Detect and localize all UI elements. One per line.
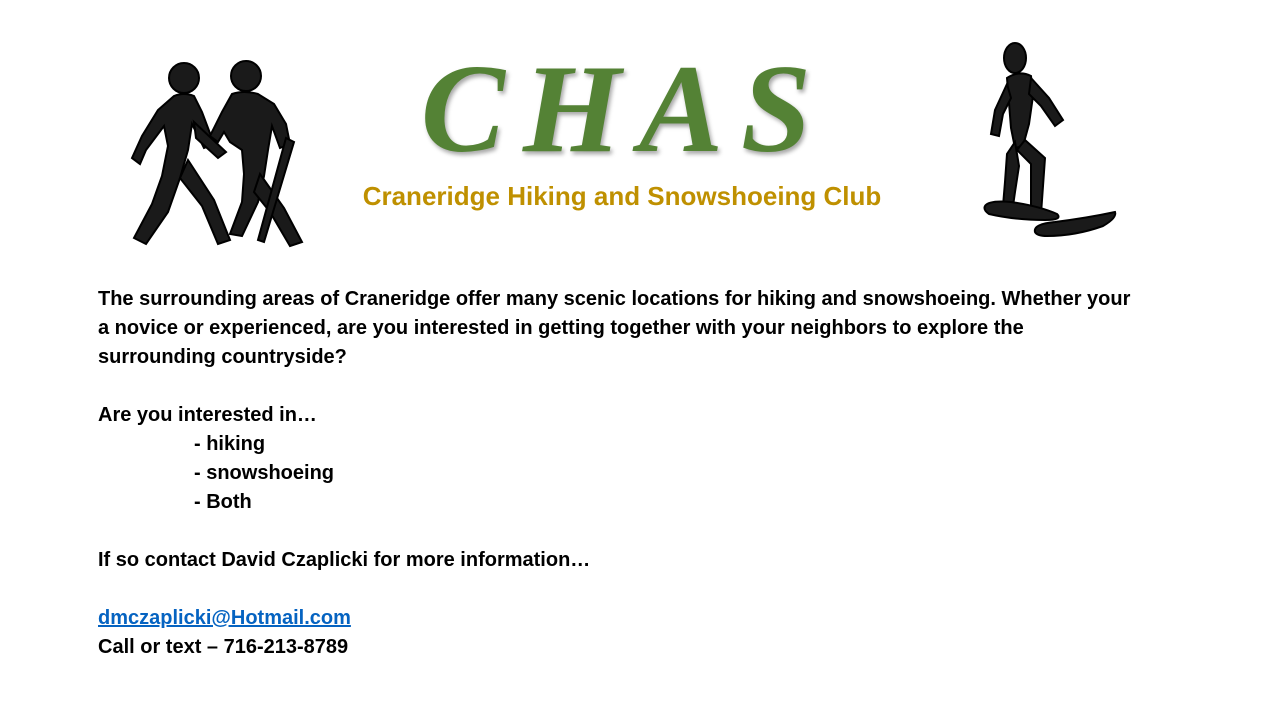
- intro-text-line: The surrounding areas of Craneridge offer many scenic locations for hiking and snowshoeing. Whether your: [98, 288, 1131, 310]
- club-acronym-title: CHAS: [420, 40, 830, 179]
- contact-line: If so contact David Czaplicki for more information…: [98, 549, 591, 571]
- phone-line: Call or text – 716-213-8789: [98, 636, 349, 658]
- email-link[interactable]: dmczaplicki@Hotmail.com: [98, 607, 351, 629]
- interest-option-hiking: - hiking: [194, 433, 266, 455]
- intro-text-line: a novice or experienced, are you interested in getting together with your neighbors to explore the: [98, 317, 1024, 339]
- interest-question: Are you interested in…: [98, 404, 317, 426]
- interest-option-both: - Both: [194, 491, 252, 513]
- spacer: [98, 575, 1198, 604]
- snowshoer-icon: [975, 36, 1125, 248]
- flyer-body: [98, 285, 1198, 662]
- intro-text-line: surrounding countryside?: [98, 346, 347, 368]
- club-full-name: Craneridge Hiking and Snowshoeing Club: [362, 181, 882, 211]
- spacer: [98, 372, 1198, 401]
- interest-option-snowshoeing: - snowshoeing: [194, 462, 334, 484]
- spacer: [98, 517, 1198, 546]
